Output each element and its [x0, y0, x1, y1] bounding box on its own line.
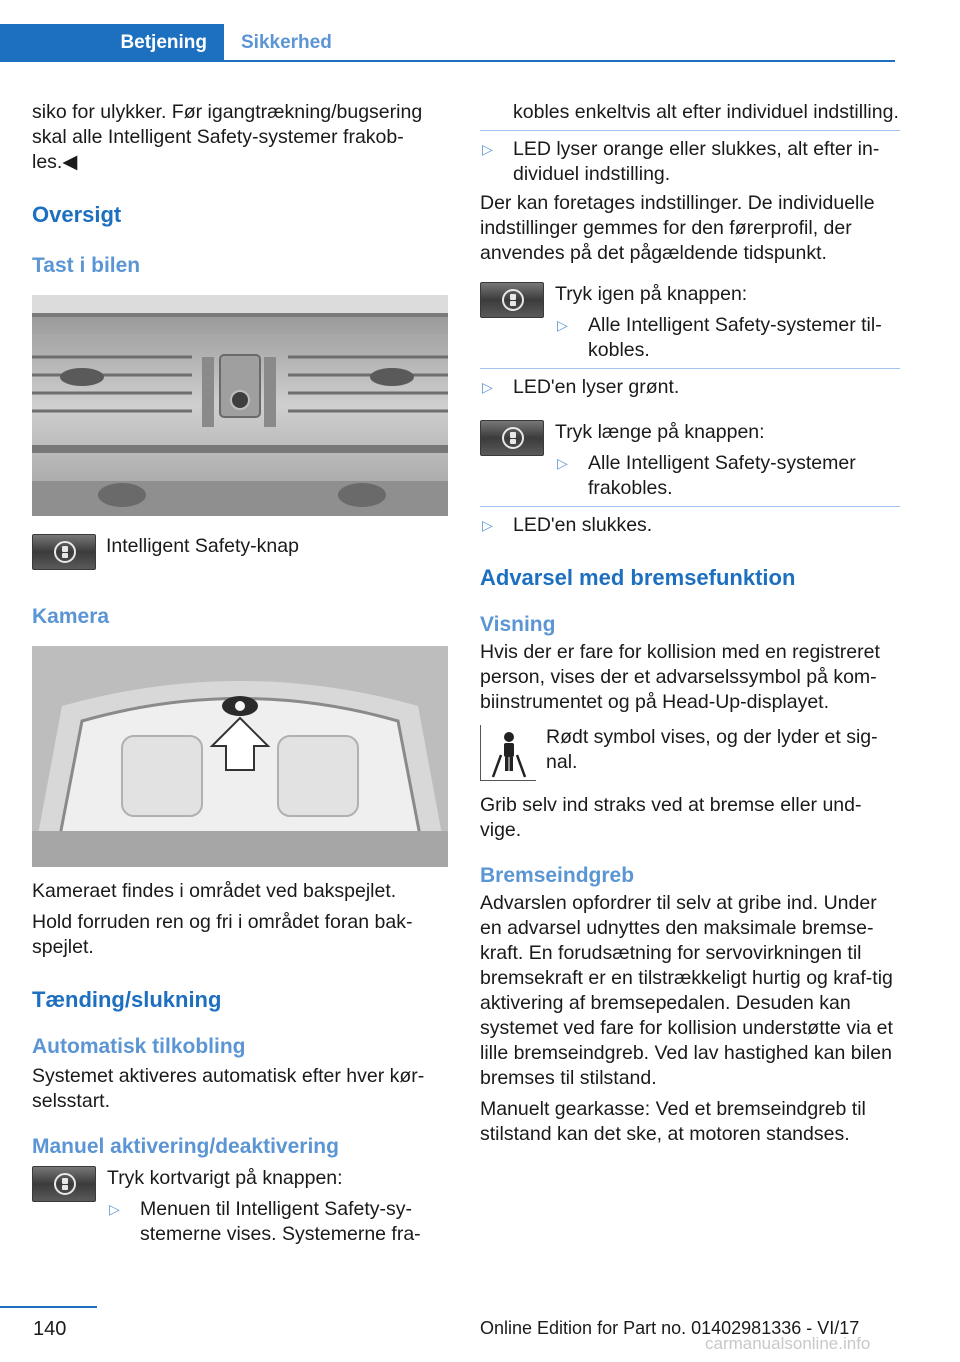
heading-manuel-aktivering: Manuel aktivering/deaktivering [32, 1135, 339, 1158]
heading-oversigt: Oversigt [32, 202, 122, 227]
tryk-igen-intro: Tryk igen på knappen: [555, 283, 748, 305]
bullet-triangle-icon: ▷ [482, 141, 493, 157]
tryk-igen-content [555, 282, 900, 363]
manuel-bullet-1: Menuen til Intelligent Safety-sy-stemerne vises. Systemerne fra- [140, 1198, 421, 1245]
safety-symbol-icon [53, 1172, 77, 1196]
heading-taending-slukning: Tænding/slukning [32, 987, 222, 1012]
bullet-spacer [480, 100, 513, 125]
bullet-triangle-icon: ▷ [482, 517, 493, 533]
dashboard-photo [32, 295, 448, 516]
kamera-text-2: Hold forruden ren og fri i området foran bak-spejlet. [32, 911, 413, 958]
pedestrian-warning-icon [480, 725, 536, 781]
tab-betjening[interactable]: Betjening [0, 24, 224, 62]
visning-text: Hvis der er fare for kollision med en registreret person, vises der et advarselssymbol på kom-biinstrumentet og på Head-Up-displayet. [480, 641, 880, 713]
divider [480, 130, 900, 131]
divider [480, 368, 900, 369]
grib-text: Grib selv ind straks ved at bremse eller und-vige. [480, 794, 862, 841]
footer-bar [0, 1306, 97, 1308]
dashboard-illustration [32, 295, 448, 516]
tryk-igen-bullet: Alle Intelligent Safety-systemer til-kobles. [588, 314, 882, 361]
tryk-laenge-intro: Tryk længe på knappen: [555, 421, 765, 443]
edition-text: Online Edition for Part no. 01402981336 - VI/17 [480, 1318, 860, 1338]
list-item [480, 513, 900, 538]
symbol-row [480, 725, 900, 781]
intro-text: siko for ulykker. Før igangtrækning/bugsering skal alle Intelligent Safety-systemer frakob-les.◀ [32, 101, 423, 173]
led-orange-text: LED lyser orange eller slukkes, alt efter in-dividuel indstilling. [513, 138, 880, 185]
manuel-intro: Tryk kortvarigt på knappen: [107, 1167, 343, 1189]
heading-bremseindgreb: Bremseindgreb [480, 864, 635, 887]
camera-photo [32, 646, 448, 867]
list-item [107, 1197, 448, 1247]
windshield-illustration [32, 646, 448, 867]
list-item [480, 137, 900, 187]
bullet-triangle-icon: ▷ [482, 379, 493, 395]
tryk-laenge-content [555, 420, 900, 501]
tab-sikkerhed[interactable]: Sikkerhed [241, 32, 332, 53]
heading-automatisk-tilkobling: Automatisk tilkobling [32, 1035, 246, 1058]
heading-tast-i-bilen: Tast i bilen [32, 254, 141, 277]
safety-symbol-icon [501, 426, 525, 450]
intelligent-safety-button-icon [32, 1166, 96, 1202]
automatisk-text: Systemet aktiveres automatisk efter hver kør-selsstart. [32, 1065, 425, 1112]
left-column [32, 100, 448, 1247]
symbol-caption: Rødt symbol vises, og der lyder et sig-nal. [546, 726, 878, 773]
led-groent-text: LED'en lyser grønt. [513, 376, 680, 398]
manuel-row [32, 1166, 448, 1247]
watermark: carmanualsonline.info [705, 1334, 871, 1353]
list-item [555, 313, 900, 363]
page-number: 140 [33, 1318, 67, 1340]
heading-visning: Visning [480, 613, 556, 636]
bremse-text: Advarslen opfordrer til selv at gribe ind. Under en advarsel udnyttes den maksimale bremse-kraft. En forudsætning for servovirkningen til bremsekraft er en tilstrækkeligt hurtig og kraf-tig aktivering af bremsepedalen. Desuden kan systemet ved fare for kollision understøtte via et lille bremseindgreb. Ved lav hastighed kan bilen bremses til stilstand. [480, 892, 893, 1089]
bullet-triangle-icon: ▷ [109, 1201, 120, 1217]
heading-kamera: Kamera [32, 605, 110, 628]
safety-symbol-icon [501, 288, 525, 312]
manuel-content [107, 1166, 448, 1247]
bullet-triangle-icon: ▷ [557, 455, 568, 471]
tryk-laenge-bullet: Alle Intelligent Safety-systemer frakobles. [588, 452, 856, 499]
list-item [480, 375, 900, 400]
tryk-igen-row [480, 282, 900, 363]
divider [480, 506, 900, 507]
tryk-laenge-row [480, 420, 900, 501]
right-column [480, 100, 900, 1153]
list-item [480, 100, 900, 125]
button-caption-row [32, 534, 448, 570]
led-slukkes-text: LED'en slukkes. [513, 514, 653, 536]
intelligent-safety-button-icon [32, 534, 96, 570]
bullet-triangle-icon: ▷ [557, 317, 568, 333]
button-caption: Intelligent Safety-knap [106, 535, 299, 557]
safety-symbol-icon [53, 540, 77, 564]
intelligent-safety-button-icon [480, 282, 544, 318]
list-item [555, 451, 900, 501]
top-tabs [0, 24, 895, 62]
intelligent-safety-button-icon [480, 420, 544, 456]
manuelt-text: Manuelt gearkasse: Ved et bremseindgreb til stilstand kan det ske, at motoren standses. [480, 1098, 866, 1145]
indstillinger-text: Der kan foretages indstillinger. De individuelle indstillinger gemmes for den førerprofil, der anvendes på det pågældende tidspunkt. [480, 192, 875, 264]
heading-advarsel: Advarsel med bremsefunktion [480, 565, 796, 590]
kamera-text-1: Kameraet findes i området ved bakspejlet. [32, 880, 397, 902]
continued-text: kobles enkeltvis alt efter individuel indstilling. [513, 101, 899, 123]
